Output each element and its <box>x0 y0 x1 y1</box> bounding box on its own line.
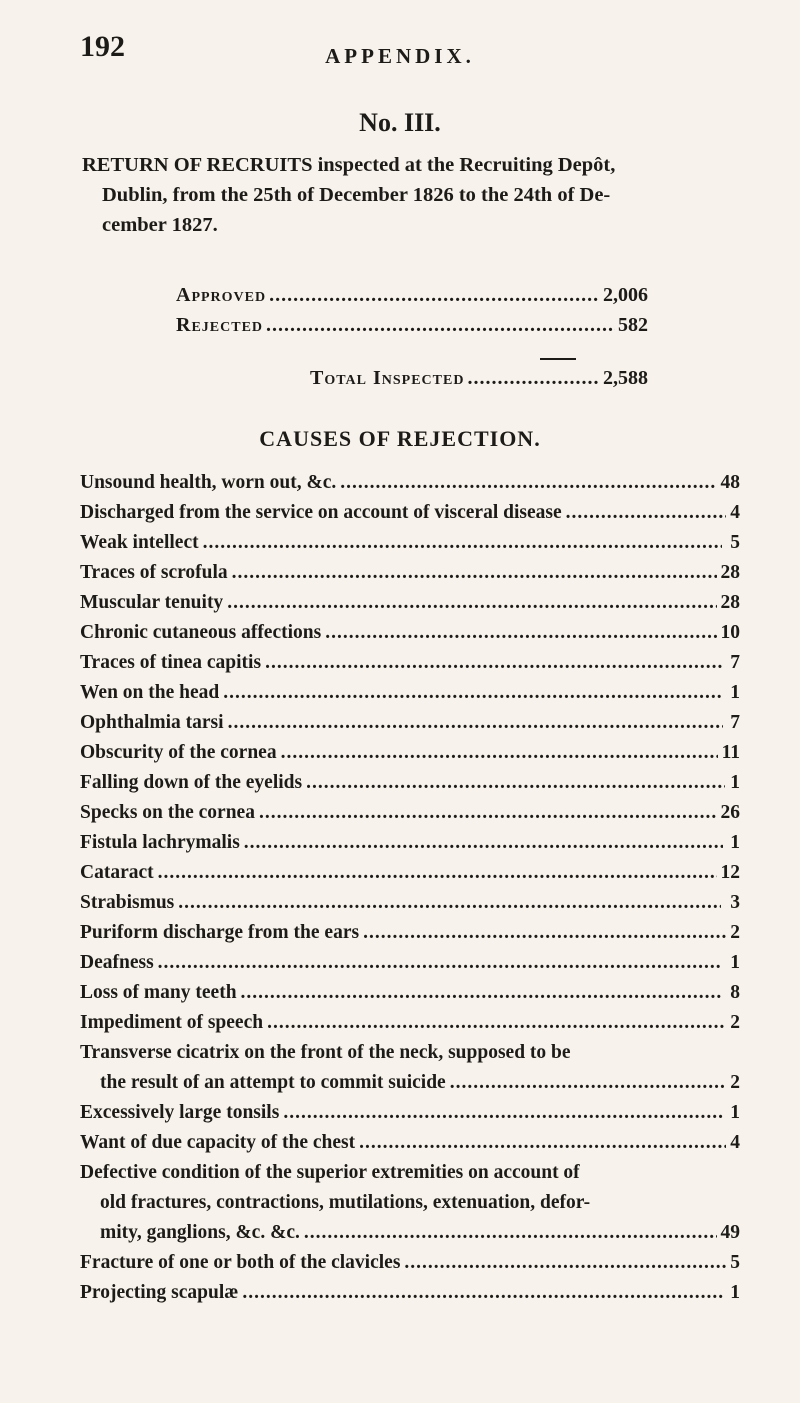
cause-row <box>80 948 740 978</box>
cause-label-line: Defective condition of the superior extremities on account of <box>80 1162 580 1183</box>
leader-dots <box>269 284 600 307</box>
leader-dots <box>325 618 716 648</box>
leader-dots <box>158 858 717 888</box>
cause-row <box>80 798 740 828</box>
leader-dots <box>158 948 721 978</box>
cause-value: 1 <box>730 1102 740 1123</box>
section-heading: No. III. <box>359 108 441 137</box>
running-head: APPENDIX. <box>325 44 475 68</box>
cause-value: 49 <box>720 1222 740 1243</box>
cause-label: Weak intellect <box>80 532 199 553</box>
cause-value: 10 <box>720 622 740 643</box>
cause-row <box>80 1278 740 1308</box>
leader-dots <box>404 1248 726 1278</box>
cause-value: 8 <box>730 982 740 1003</box>
cause-value: 26 <box>720 802 740 823</box>
cause-label: Loss of many teeth <box>80 982 237 1003</box>
leader-dots <box>363 918 726 948</box>
cause-value: 1 <box>730 772 740 793</box>
cause-value: 2 <box>730 1072 740 1093</box>
cause-label: Unsound health, worn out, &c. <box>80 472 337 493</box>
cause-row <box>80 558 740 588</box>
cause-label: Falling down of the eyelids <box>80 772 303 793</box>
cause-value: 1 <box>730 1282 740 1303</box>
cause-value: 48 <box>720 472 740 493</box>
cause-entry-defective-extremities <box>80 1158 740 1248</box>
cause-label: mity, ganglions, &c. &c. <box>100 1222 300 1243</box>
cause-label: Strabismus <box>80 892 175 913</box>
rejected-value: 582 <box>618 314 648 336</box>
causes-heading: CAUSES OF REJECTION. <box>259 426 541 451</box>
cause-label: Specks on the cornea <box>80 802 255 823</box>
cause-label: Muscular tenuity <box>80 592 224 613</box>
causes-group-c <box>80 1248 740 1308</box>
intro-line-1: RETURN OF RECRUITS inspected at the Recruiting Depôt, <box>82 154 616 176</box>
cause-row <box>80 1098 740 1128</box>
leader-dots <box>267 1008 724 1038</box>
cause-row <box>80 888 740 918</box>
cause-row <box>80 528 740 558</box>
cause-label: Projecting scapulæ <box>80 1282 239 1303</box>
cause-row <box>80 1218 740 1248</box>
total-value: 2,588 <box>603 367 648 389</box>
cause-value: 28 <box>720 562 740 583</box>
cause-label: Traces of scrofula <box>80 562 228 583</box>
cause-value: 4 <box>730 1132 740 1153</box>
leader-dots <box>340 468 716 498</box>
cause-row <box>80 858 740 888</box>
cause-label: Puriform discharge from the ears <box>80 922 360 943</box>
cause-row <box>80 588 740 618</box>
leader-dots <box>304 1218 717 1248</box>
cause-label: Cataract <box>80 862 154 883</box>
cause-label: Deafness <box>80 952 154 973</box>
leader-dots <box>203 528 722 558</box>
cause-value: 2 <box>730 1012 740 1033</box>
leader-dots <box>306 768 725 798</box>
cause-row <box>80 498 740 528</box>
cause-row <box>80 708 740 738</box>
summary-row-approved <box>176 284 648 307</box>
causes-group-a <box>80 468 740 1038</box>
intro-line-3: cember 1827. <box>102 214 218 236</box>
approved-value: 2,006 <box>603 284 648 306</box>
leader-dots <box>227 588 716 618</box>
cause-value: 4 <box>730 502 740 523</box>
cause-entry-transverse-cicatrix <box>80 1038 740 1098</box>
leader-dots <box>241 978 723 1008</box>
cause-label: the result of an attempt to commit suicide <box>100 1072 446 1093</box>
summary-row-total <box>310 367 648 390</box>
cause-label: Chronic cutaneous affections <box>80 622 322 643</box>
leader-dots <box>228 708 723 738</box>
cause-row <box>80 768 740 798</box>
cause-label-line: Transverse cicatrix on the front of the neck, supposed to be <box>80 1042 571 1063</box>
cause-row <box>80 648 740 678</box>
cause-value: 28 <box>720 592 740 613</box>
cause-value: 2 <box>730 922 740 943</box>
cause-value: 7 <box>730 712 740 733</box>
cause-label-line: old fractures, contractions, mutilations, extenuation, defor- <box>100 1192 591 1213</box>
cause-label: Obscurity of the cornea <box>80 742 277 763</box>
leader-dots <box>359 1128 726 1158</box>
cause-value: 12 <box>720 862 740 883</box>
cause-label: Impediment of speech <box>80 1012 264 1033</box>
total-label: Total Inspected <box>310 367 465 389</box>
leader-dots <box>266 314 615 337</box>
leader-dots <box>265 648 724 678</box>
cause-row <box>80 468 740 498</box>
cause-label: Excessively large tonsils <box>80 1102 280 1123</box>
cause-value: 5 <box>730 1252 740 1273</box>
sum-rule <box>540 358 576 360</box>
cause-label: Traces of tinea capitis <box>80 652 262 673</box>
cause-row <box>80 1248 740 1278</box>
causes-list <box>80 468 740 1308</box>
cause-label: Wen on the head <box>80 682 220 703</box>
leader-dots <box>467 367 600 390</box>
intro-line-2: Dublin, from the 25th of December 1826 to the 24th of De- <box>102 184 611 206</box>
leader-dots <box>450 1068 727 1098</box>
cause-value: 7 <box>730 652 740 673</box>
page-number: 192 <box>80 30 125 63</box>
cause-value: 1 <box>730 952 740 973</box>
cause-row <box>80 828 740 858</box>
cause-row <box>80 918 740 948</box>
cause-row <box>80 618 740 648</box>
cause-value: 1 <box>730 682 740 703</box>
cause-row <box>80 978 740 1008</box>
cause-label: Ophthalmia tarsi <box>80 712 224 733</box>
cause-row <box>80 1008 740 1038</box>
cause-value: 5 <box>730 532 740 553</box>
cause-value: 3 <box>730 892 740 913</box>
leader-dots <box>281 738 718 768</box>
cause-label: Fistula lachrymalis <box>80 832 240 853</box>
cause-row <box>80 1128 740 1158</box>
cause-label: Want of due capacity of the chest <box>80 1132 356 1153</box>
return-introduction <box>82 150 734 240</box>
cause-label: Discharged from the service on account of visceral disease <box>80 502 562 523</box>
leader-dots <box>244 828 723 858</box>
cause-row <box>80 678 740 708</box>
cause-label: Fracture of one or both of the clavicles <box>80 1252 401 1273</box>
leader-dots <box>283 1098 724 1128</box>
cause-value: 11 <box>721 742 740 763</box>
leader-dots <box>232 558 717 588</box>
leader-dots <box>178 888 721 918</box>
leader-dots <box>223 678 722 708</box>
leader-dots <box>259 798 717 828</box>
cause-row <box>80 738 740 768</box>
leader-dots <box>566 498 727 528</box>
causes-group-b <box>80 1098 740 1158</box>
leader-dots <box>242 1278 723 1308</box>
approved-label: Approved <box>176 284 267 306</box>
cause-value: 1 <box>730 832 740 853</box>
cause-row <box>80 1068 740 1098</box>
rejected-label: Rejected <box>176 314 264 336</box>
summary-row-rejected <box>176 314 648 337</box>
